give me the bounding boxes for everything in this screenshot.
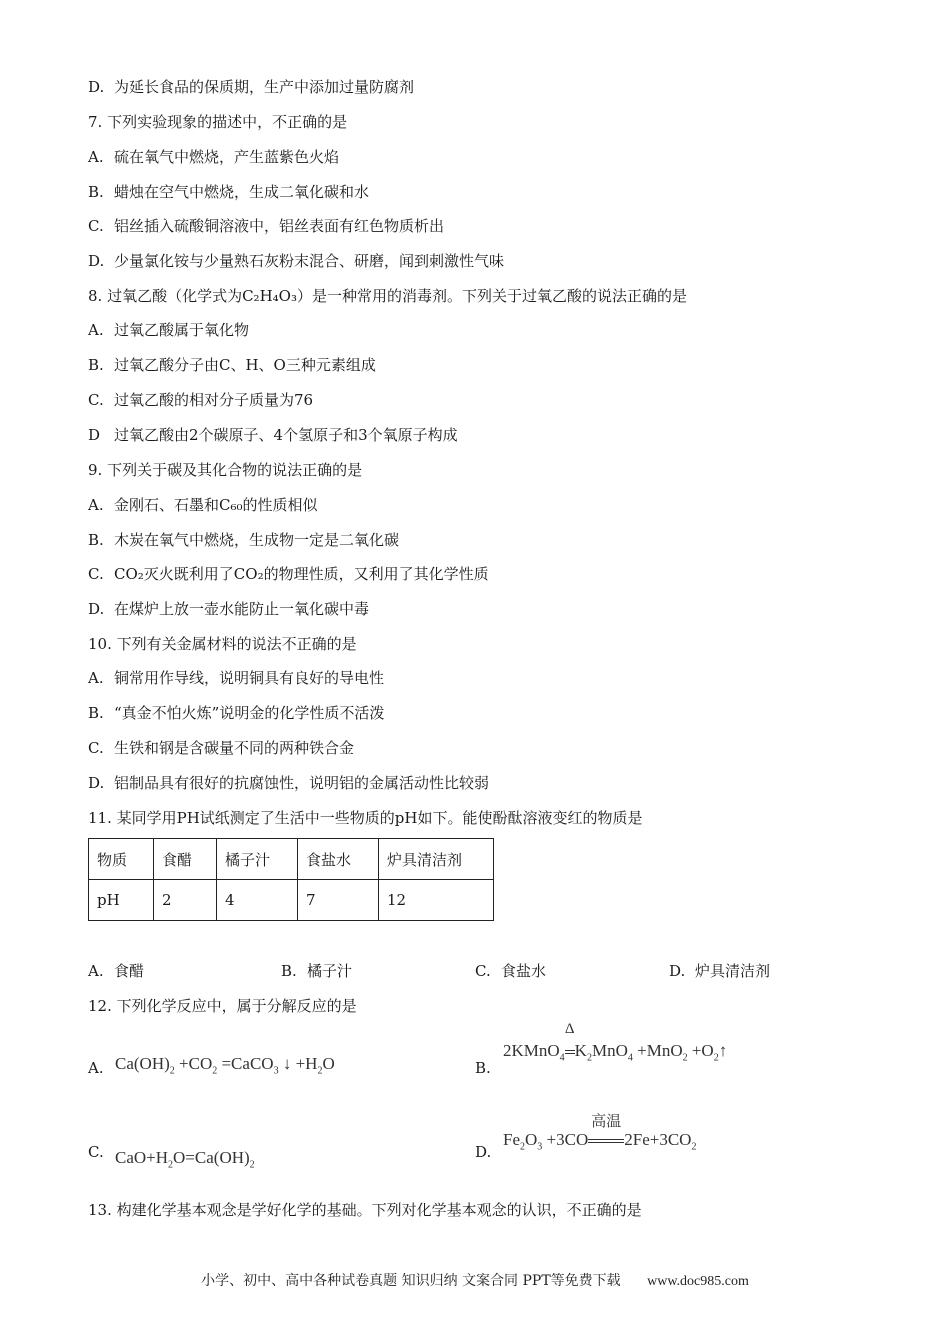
high-temp-condition: 高温 (591, 1114, 622, 1130)
q12-letter-b: B. (475, 1059, 491, 1077)
table-cell: 4 (217, 880, 298, 921)
line-text: 铜常用作导线，说明铜具有良好的导电性 (114, 669, 385, 687)
question-stem (88, 286, 687, 306)
line-text: 9. 下列关于碳及其化合物的说法正确的是 (88, 461, 363, 479)
q12-stem: 12. 下列化学反应中，属于分解反应的是 (88, 997, 357, 1015)
option-line (88, 182, 369, 202)
equation-a: $Ca(OH)_2 +CO_2$ =CaCO$_3$ ↓ $+H_2O$ (115, 1054, 335, 1077)
line-text: 生铁和钢是含碳量不同的两种铁合金 (114, 739, 355, 757)
line-text: 过氧乙酸分子由C、H、O三种元素组成 (114, 356, 376, 374)
line-text: 8. 过氧乙酸（化学式为C₂H₄O₃）是一种常用的消毒剂。下列关于过氧乙酸的说法正确的是 (88, 287, 687, 305)
option-line (88, 355, 376, 375)
option-d: D. 炉具清洁剂 (669, 962, 771, 980)
option-line (88, 251, 504, 271)
line-text: 过氧乙酸的相对分子质量为76 (114, 391, 314, 409)
line-text: “真金不怕火炼”说明金的化学性质不活泼 (114, 704, 385, 722)
line-text: 11. 某同学用PH试纸测定了生活中一些物质的pH如下。能使酚酞溶液变红的物质是 (88, 809, 643, 827)
line-text: 为延长食品的保质期，生产中添加过量防腐剂 (114, 78, 415, 96)
line-text: 在煤炉上放一壶水能防止一氧化碳中毒 (114, 600, 370, 618)
option-line (88, 495, 318, 515)
option-a: A. 食醋 (88, 962, 145, 980)
option-line (88, 147, 339, 167)
question-stem (88, 634, 357, 654)
table-cell: 7 (298, 880, 379, 921)
line-text: 木炭在氧气中燃烧，生成物一定是二氧化碳 (114, 531, 400, 549)
option-line (88, 390, 313, 410)
option-b: B. 橘子汁 (281, 962, 353, 980)
page-footer (0, 1270, 950, 1290)
option-letter: C. (88, 739, 104, 757)
footer-text: 小学、初中、高中各种试卷真题 知识归纳 文案合同 PPT等免费下载 (201, 1273, 621, 1289)
table-header-row (89, 839, 494, 880)
option-letter: A. (88, 321, 104, 339)
option-line (88, 668, 384, 688)
option-line (88, 703, 384, 723)
ph-table (88, 838, 494, 921)
option-letter: C. (88, 565, 104, 583)
option-letter: B. (88, 704, 104, 722)
line-text: 铝制品具有很好的抗腐蚀性，说明铝的金属活动性比较弱 (114, 774, 490, 792)
heat-symbol: Δ (564, 1021, 575, 1037)
option-letter: D. (88, 600, 105, 618)
option-line (88, 599, 369, 619)
question-stem (88, 112, 347, 132)
table-row (89, 880, 494, 921)
table-cell: 食盐水 (298, 839, 379, 880)
option-line (88, 564, 489, 584)
table-cell: 炉具清洁剂 (379, 839, 494, 880)
option-line (88, 77, 414, 97)
equation-d: $Fe_2O_3 +3CO$ 高温 $2Fe+3CO_2$ (503, 1130, 696, 1152)
equation-b: 2KMnO$_4$ Δ $K_2MnO_4 +MnO_2$ $+O_2↑$ (503, 1021, 728, 1064)
line-text: 过氧乙酸属于氧化物 (114, 321, 250, 339)
question-stem (88, 460, 362, 480)
option-letter: A. (88, 669, 104, 687)
option-letter: D. (88, 252, 105, 270)
q12-letter-a: A. (88, 1059, 104, 1077)
option-letter: C. (88, 391, 104, 409)
table-cell: pH (89, 880, 154, 921)
option-letter: B. (88, 356, 104, 374)
option-line (88, 530, 399, 550)
line-text: 金刚石、石墨和C₆₀的性质相似 (114, 496, 318, 514)
option-letter: A. (88, 148, 104, 166)
option-line (88, 320, 249, 340)
line-text: 硫在氧气中燃烧，产生蓝紫色火焰 (114, 148, 340, 166)
option-letter: D. (88, 78, 105, 96)
option-letter: D. (88, 774, 105, 792)
table-cell: 12 (379, 880, 494, 921)
table-cell: 食醋 (154, 839, 217, 880)
option-letter: C. (88, 217, 104, 235)
equation-c: $CaO+H_2O=Ca(OH)_2$ (115, 1148, 255, 1171)
option-line (88, 738, 354, 758)
line-text: CO₂灭火既利用了CO₂的物理性质，又利用了其化学性质 (114, 565, 489, 583)
table-cell: 2 (154, 880, 217, 921)
option-line (88, 216, 444, 236)
line-text: 铝丝插入硫酸铜溶液中，铝丝表面有红色物质析出 (114, 217, 445, 235)
option-letter: B. (88, 531, 104, 549)
table-cell: 橘子汁 (217, 839, 298, 880)
q13-stem: 13. 构建化学基本观念是学好化学的基础。下列对化学基本观念的认识，不正确的是 (88, 1201, 642, 1219)
footer-url[interactable]: www.doc985.com (647, 1274, 749, 1289)
table-cell: 物质 (89, 839, 154, 880)
q12-letter-c: C. (88, 1143, 104, 1161)
line-text: 蜡烛在空气中燃烧，生成二氧化碳和水 (114, 183, 370, 201)
option-letter: B. (88, 183, 104, 201)
question-stem (88, 808, 642, 828)
q12-letter-d: D. (475, 1143, 492, 1161)
line-text: 少量氯化铵与少量熟石灰粉末混合、研磨，闻到刺激性气味 (114, 252, 505, 270)
option-c: C. 食盐水 (475, 962, 547, 980)
line-text: 过氧乙酸由2个碳原子、4个氢原子和3个氧原子构成 (114, 426, 458, 444)
line-text: 7. 下列实验现象的描述中，不正确的是 (88, 113, 348, 131)
line-text: 10. 下列有关金属材料的说法不正确的是 (88, 635, 357, 653)
option-letter: D (88, 426, 101, 444)
option-line (88, 773, 489, 793)
option-letter: A. (88, 496, 104, 514)
option-line (88, 425, 458, 445)
